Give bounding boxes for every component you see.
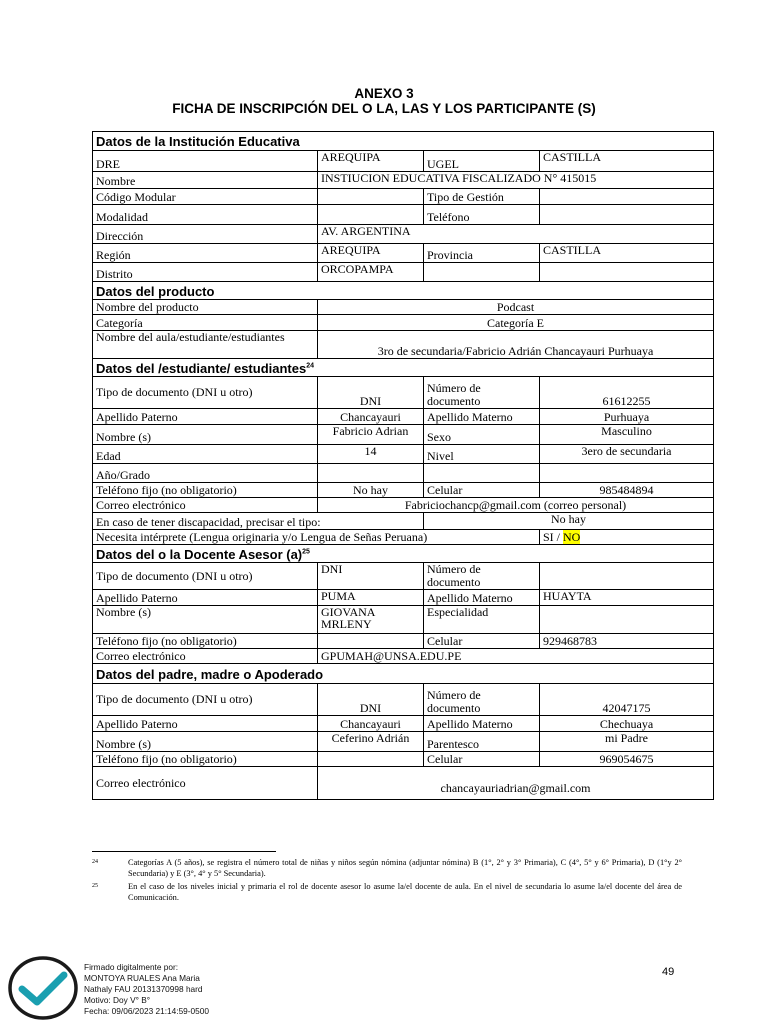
signature-line-4: Motivo: Doy V° B° (84, 995, 151, 1005)
advisor-paternal-value: PUMA (318, 590, 424, 606)
ugel-value: CASTILLA (540, 151, 714, 172)
institution-phone-value (540, 205, 714, 225)
footnote-25 (92, 882, 682, 903)
address-value: AV. ARGENTINA (318, 225, 714, 244)
student-disability-label: En caso de tener discapacidad, precisar el tipo: (93, 513, 424, 530)
signature-line-1: Firmado digitalmente por: (84, 962, 179, 972)
guardian-doc-type-label: Tipo de documento (DNI u otro) (93, 684, 318, 716)
advisor-mobile-label: Celular (424, 634, 540, 649)
guardian-paternal-label: Apellido Paterno (93, 716, 318, 732)
product-name-value: Podcast (318, 300, 714, 315)
institution-phone-label: Teléfono (424, 205, 540, 225)
modality-label: Modalidad (93, 205, 318, 225)
advisor-names-value: GIOVANA MRLENY (318, 606, 424, 634)
student-mobile-value: 985484894 (540, 483, 714, 498)
section-guardian-title: Datos del padre, madre o Apoderado (93, 664, 714, 684)
student-disability-value: No hay (424, 513, 714, 530)
signature-line-2: MONTOYA RUALES Ana Maria (84, 973, 200, 983)
classroom-label: Nombre del aula/estudiante/estudiantes (93, 331, 318, 359)
advisor-names-label: Nombre (s) (93, 606, 318, 634)
interpreter-no-highlighted: NO (563, 530, 581, 544)
student-doc-num-label: Número de documento (424, 377, 540, 409)
student-level-value: 3ero de secundaria (540, 445, 714, 464)
dre-label: DRE (93, 151, 318, 172)
advisor-doc-type-value: DNI (318, 563, 424, 590)
guardian-relation-label: Parentesco (424, 732, 540, 752)
student-paternal-label: Apellido Paterno (93, 409, 318, 425)
section-institution-title: Datos de la Institución Educativa (93, 132, 714, 151)
footnote-separator (92, 851, 276, 852)
code-label: Código Modular (93, 189, 318, 205)
institution-name-value: INSTIUCION EDUCATIVA FISCALIZADO N° 415015 (318, 172, 714, 189)
student-doc-type-value: DNI (318, 377, 424, 409)
advisor-email-value: GPUMAH@UNSA.EDU.PE (318, 649, 714, 664)
guardian-names-value: Ceferino Adrián (318, 732, 424, 752)
province-value: CASTILLA (540, 244, 714, 263)
category-label: Categoría (93, 315, 318, 331)
student-names-value: Fabricio Adrian (318, 425, 424, 445)
advisor-doc-type-label: Tipo de documento (DNI u otro) (93, 563, 318, 590)
advisor-doc-num-label: Número de documento (424, 563, 540, 590)
modality-value (318, 205, 424, 225)
annex-title: ANEXO 3 (354, 86, 414, 101)
interpreter-si: SI / (543, 530, 561, 544)
advisor-maternal-label: Apellido Materno (424, 590, 540, 606)
student-email-label: Correo electrónico (93, 498, 318, 513)
guardian-maternal-label: Apellido Materno (424, 716, 540, 732)
advisor-landline-label: Teléfono fijo (no obligatorio) (93, 634, 318, 649)
footnote-24-text: Categorías A (5 años), se registra el número total de niñas y niños según nómina (adjuntar nómina) B (1°, 2° y 3° Primaria), C (4°, 5° y 6° Primaria), D (1°y 2° Secundaria) y E (3°, 4° y 5° Secundaria). (128, 858, 682, 878)
advisor-specialty-value (540, 606, 714, 634)
student-landline-value: No hay (318, 483, 424, 498)
student-age-label: Edad (93, 445, 318, 464)
student-doc-type-label: Tipo de documento (DNI u otro) (93, 377, 318, 409)
student-paternal-value: Chancayauri (318, 409, 424, 425)
signature-line-5: Fecha: 09/06/2023 21:14:59-0500 (84, 1006, 210, 1016)
student-interpreter-label: Necesita intérprete (Lengua originaria y/o Lengua de Señas Peruana) (93, 530, 540, 545)
management-label: Tipo de Gestión (424, 189, 540, 205)
student-interpreter-value (540, 530, 714, 545)
advisor-doc-num-value (540, 563, 714, 590)
form-title: FICHA DE INSCRIPCIÓN DEL O LA, LAS Y LOS PARTICIPANTE (S) (172, 101, 596, 116)
code-value (318, 189, 424, 205)
student-maternal-label: Apellido Materno (424, 409, 540, 425)
region-value: AREQUIPA (318, 244, 424, 263)
district-label: Distrito (93, 263, 318, 282)
guardian-names-label: Nombre (s) (93, 732, 318, 752)
guardian-doc-num-value: 42047175 (540, 684, 714, 716)
student-names-label: Nombre (s) (93, 425, 318, 445)
institution-name-label: Nombre (93, 172, 318, 189)
guardian-email-label: Correo electrónico (93, 767, 318, 800)
page-number: 49 (662, 966, 675, 978)
guardian-doc-num-label: Número de documento (424, 684, 540, 716)
guardian-doc-type-value: DNI (318, 684, 424, 716)
management-value (540, 189, 714, 205)
student-doc-num-value: 61612255 (540, 377, 714, 409)
product-name-label: Nombre del producto (93, 300, 318, 315)
footnote-25-number: 25 (92, 883, 98, 889)
section-student-title: Datos del /estudiante/ estudiantes$^{24}$ (93, 359, 714, 377)
signature-line-3: Nathaly FAU 20131370998 hard (84, 984, 203, 994)
advisor-maternal-value: HUAYTA (540, 590, 714, 606)
student-level-label: Nivel (424, 445, 540, 464)
student-maternal-value: Purhuaya (540, 409, 714, 425)
advisor-landline-value (318, 634, 424, 649)
advisor-email-label: Correo electrónico (93, 649, 318, 664)
ugel-label: UGEL (424, 151, 540, 172)
guardian-email-value: chancayauriadrian@gmail.com (318, 767, 714, 800)
guardian-mobile-value: 969054675 (540, 752, 714, 767)
guardian-landline-label: Teléfono fijo (no obligatorio) (93, 752, 318, 767)
student-grade-label: Año/Grado (93, 464, 318, 483)
student-sex-label: Sexo (424, 425, 540, 445)
digital-signature-check-icon (6, 955, 80, 1021)
student-grade-value (318, 464, 424, 483)
guardian-maternal-value: Chechuaya (540, 716, 714, 732)
guardian-relation-value: mi Padre (540, 732, 714, 752)
advisor-mobile-value: 929468783 (540, 634, 714, 649)
province-label: Provincia (424, 244, 540, 263)
student-sex-value: Masculino (540, 425, 714, 445)
student-age-value: 14 (318, 445, 424, 464)
district-value: ORCOPAMPA (318, 263, 424, 282)
digital-signature-block (84, 962, 209, 1017)
footnote-24 (92, 858, 682, 879)
footnote-ref-25: 25 (302, 548, 310, 556)
category-value: Categoría E (318, 315, 714, 331)
footnote-ref-24: 24 (306, 362, 315, 370)
footnote-25-text: En el caso de los niveles inicial y primaria el rol de docente asesor lo asume la/el docente de aula. En el nivel de secundaria lo asume la/el docente del área de Comunicación. (128, 882, 682, 902)
student-mobile-label: Celular (424, 483, 540, 498)
advisor-paternal-label: Apellido Paterno (93, 590, 318, 606)
footnote-24-number: 24 (92, 859, 98, 865)
region-label: Región (93, 244, 318, 263)
section-advisor-title: Datos del o la Docente Asesor $(a)^{25}$ (93, 545, 714, 563)
student-email-value: Fabriciochancp@gmail.com (correo personal) (318, 498, 714, 513)
student-landline-label: Teléfono fijo (no obligatorio) (93, 483, 318, 498)
section-product-title: Datos del producto (93, 282, 714, 300)
address-label: Dirección (93, 225, 318, 244)
guardian-mobile-label: Celular (424, 752, 540, 767)
dre-value: AREQUIPA (318, 151, 424, 172)
registration-form-table (92, 131, 714, 800)
guardian-paternal-value: Chancayauri (318, 716, 424, 732)
advisor-specialty-label: Especialidad (424, 606, 540, 634)
classroom-value: 3ro de secundaria/Fabricio Adrián Chancayauri Purhuaya (318, 331, 714, 359)
guardian-landline-value (318, 752, 424, 767)
